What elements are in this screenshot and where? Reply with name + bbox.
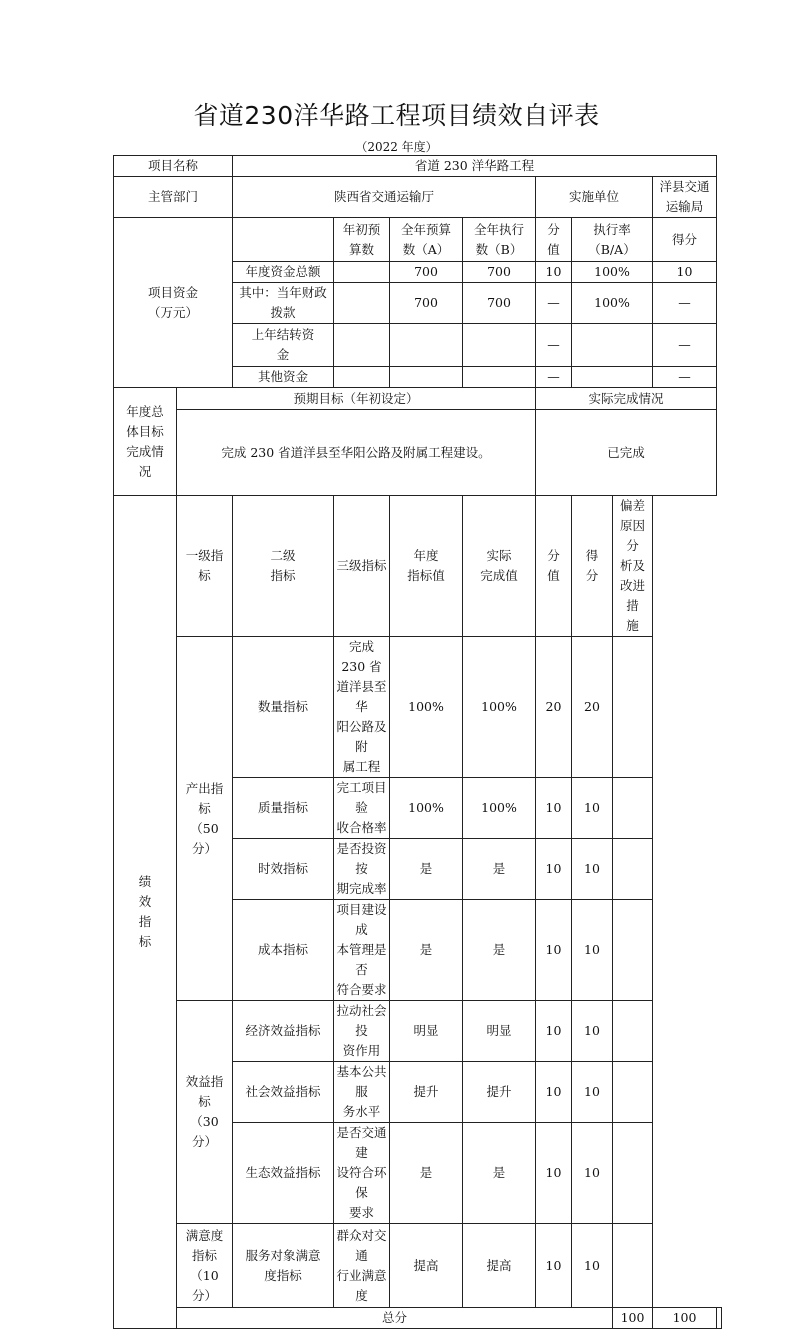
perf-row-target: 提高: [390, 1224, 463, 1308]
funds-header-budget: 全年预算 数（A）: [390, 218, 463, 262]
funds-row-initial: [334, 283, 390, 324]
perf-row-target: 是: [390, 900, 463, 1001]
perf-row-actual: 100%: [463, 637, 536, 778]
perf-row-weight: 10: [536, 1062, 572, 1123]
funds-row-rate: [572, 367, 653, 388]
funds-row-exec: [463, 367, 536, 388]
perf-row: [114, 637, 722, 778]
perf-label: 绩 效 指 标: [114, 496, 177, 1329]
perf-row-l2: 社会效益指标: [233, 1062, 334, 1123]
impl-label: 实施单位: [536, 177, 653, 218]
perf-row-weight: 10: [536, 900, 572, 1001]
perf-row-l2: 服务对象满意 度指标: [233, 1224, 334, 1308]
goals-value-row: [114, 410, 722, 496]
funds-row-weight: —: [536, 367, 572, 388]
perf-row-l2: 经济效益指标: [233, 1001, 334, 1062]
perf-row-reason: [613, 839, 653, 900]
goals-actual-value: 已完成: [536, 410, 717, 496]
funds-row-exec: 700: [463, 283, 536, 324]
perf-group-output: 产出指 标 （50 分）: [177, 637, 233, 1001]
perf-row-score: 10: [572, 1001, 613, 1062]
perf-row-target: 100%: [390, 778, 463, 839]
total-reason: [717, 1308, 722, 1329]
funds-header-exec: 全年执行 数（B）: [463, 218, 536, 262]
perf-row-reason: [613, 900, 653, 1001]
perf-row-l3: 群众对交通 行业满意度: [334, 1224, 390, 1308]
perf-header-weight: 分 值: [536, 496, 572, 637]
perf-row-l3: 完工项目验 收合格率: [334, 778, 390, 839]
perf-row-l3: 基本公共服 务水平: [334, 1062, 390, 1123]
funds-header-rate: 执行率 （B/A）: [572, 218, 653, 262]
perf-row-actual: 100%: [463, 778, 536, 839]
funds-row-budget: 700: [390, 262, 463, 283]
total-score: 100: [653, 1308, 717, 1329]
funds-row-rate: [572, 324, 653, 367]
goals-label: 年度总 体目标 完成情 况: [114, 388, 177, 496]
perf-row: [114, 1001, 722, 1062]
perf-header-l1: 一级指 标: [177, 496, 233, 637]
perf-row-weight: 10: [536, 1001, 572, 1062]
dept-row: [114, 177, 722, 218]
funds-row-name: 其中：当年财政拨款: [233, 283, 334, 324]
project-name-label: 项目名称: [114, 156, 233, 177]
perf-row-reason: [613, 1062, 653, 1123]
funds-row-name: 其他资金: [233, 367, 334, 388]
perf-row-weight: 10: [536, 1123, 572, 1224]
goals-actual-header: 实际完成情况: [536, 388, 717, 410]
perf-row-actual: 明显: [463, 1001, 536, 1062]
funds-row-budget: 700: [390, 283, 463, 324]
impl-value: 洋县交通运输局: [653, 177, 717, 218]
funds-header-row: [114, 218, 722, 262]
funds-header-score: 得分: [653, 218, 717, 262]
perf-row-weight: 20: [536, 637, 572, 778]
perf-header-l3: 三级指标: [334, 496, 390, 637]
perf-row-score: 10: [572, 839, 613, 900]
funds-row-exec: [463, 324, 536, 367]
perf-row-actual: 提升: [463, 1062, 536, 1123]
perf-header-score: 得 分: [572, 496, 613, 637]
perf-row-actual: 是: [463, 900, 536, 1001]
perf-row-l2: 时效指标: [233, 839, 334, 900]
perf-row-l2: 质量指标: [233, 778, 334, 839]
total-row: [114, 1308, 722, 1329]
funds-row-name: 上年结转资 金: [233, 324, 334, 367]
perf-row-reason: [613, 1123, 653, 1224]
page-title: 省道230洋华路工程项目绩效自评表: [193, 101, 600, 130]
perf-row-l3: 拉动社会投 资作用: [334, 1001, 390, 1062]
evaluation-table: [113, 155, 722, 1329]
perf-row-l3: 完成 230 省 道洋县至华 阳公路及附 属工程: [334, 637, 390, 778]
perf-row-weight: 10: [536, 839, 572, 900]
funds-row-weight: 10: [536, 262, 572, 283]
perf-row-actual: 提高: [463, 1224, 536, 1308]
funds-row-score: 10: [653, 262, 717, 283]
perf-row-target: 是: [390, 839, 463, 900]
funds-header-blank: [233, 218, 334, 262]
project-name-row: [114, 156, 722, 177]
funds-row-initial: [334, 324, 390, 367]
perf-row-l2: 数量指标: [233, 637, 334, 778]
perf-header-l2: 二级 指标: [233, 496, 334, 637]
perf-row-actual: 是: [463, 839, 536, 900]
funds-row-score: —: [653, 283, 717, 324]
perf-group-benefit: 效益指 标 （30 分）: [177, 1001, 233, 1224]
perf-row-score: 10: [572, 1123, 613, 1224]
funds-row-budget: [390, 367, 463, 388]
perf-row: [114, 1224, 722, 1308]
funds-header-weight: 分 值: [536, 218, 572, 262]
goals-header-row: [114, 388, 722, 410]
perf-row-target: 是: [390, 1123, 463, 1224]
perf-row-weight: 10: [536, 1224, 572, 1308]
perf-row-weight: 10: [536, 778, 572, 839]
perf-row-score: 10: [572, 778, 613, 839]
total-weight: 100: [613, 1308, 653, 1329]
funds-row-initial: [334, 367, 390, 388]
funds-row-weight: —: [536, 324, 572, 367]
perf-group-satisfaction: 满意度 指标 （10 分）: [177, 1224, 233, 1308]
funds-row-weight: —: [536, 283, 572, 324]
perf-row-target: 明显: [390, 1001, 463, 1062]
project-name-value: 省道 230 洋华路工程: [233, 156, 717, 177]
funds-row-exec: 700: [463, 262, 536, 283]
dept-value: 陕西省交通运输厅: [233, 177, 536, 218]
funds-row-score: —: [653, 367, 717, 388]
perf-row-l3: 是否交通建 设符合环保 要求: [334, 1123, 390, 1224]
perf-row-score: 10: [572, 1224, 613, 1308]
perf-row-l3: 是否投资按 期完成率: [334, 839, 390, 900]
perf-row-target: 提升: [390, 1062, 463, 1123]
dept-label: 主管部门: [114, 177, 233, 218]
perf-row-score: 10: [572, 1062, 613, 1123]
goals-expected-value: 完成 230 省道洋县至华阳公路及附属工程建设。: [177, 410, 536, 496]
perf-row-reason: [613, 1001, 653, 1062]
perf-header-reason: 偏差原因分 析及改进措 施: [613, 496, 653, 637]
perf-row-l2: 生态效益指标: [233, 1123, 334, 1224]
funds-label: 项目资金 （万元）: [114, 218, 233, 388]
funds-row-budget: [390, 324, 463, 367]
goals-expected-header: 预期目标（年初设定）: [177, 388, 536, 410]
perf-row-score: 20: [572, 637, 613, 778]
perf-row-l3: 项目建设成 本管理是否 符合要求: [334, 900, 390, 1001]
funds-header-initial: 年初预 算数: [334, 218, 390, 262]
perf-row-actual: 是: [463, 1123, 536, 1224]
perf-row-score: 10: [572, 900, 613, 1001]
funds-row-rate: 100%: [572, 283, 653, 324]
perf-header-actual: 实际 完成值: [463, 496, 536, 637]
perf-row-reason: [613, 637, 653, 778]
perf-row-target: 100%: [390, 637, 463, 778]
page-subtitle: （2022 年度）: [355, 140, 438, 154]
total-label: 总分: [177, 1308, 613, 1329]
funds-row-score: —: [653, 324, 717, 367]
funds-row-rate: 100%: [572, 262, 653, 283]
funds-row-name: 年度资金总额: [233, 262, 334, 283]
perf-row-l2: 成本指标: [233, 900, 334, 1001]
funds-row-initial: [334, 262, 390, 283]
perf-row-reason: [613, 778, 653, 839]
perf-row-reason: [613, 1224, 653, 1308]
perf-header-target: 年度 指标值: [390, 496, 463, 637]
perf-header-row: [114, 496, 722, 637]
